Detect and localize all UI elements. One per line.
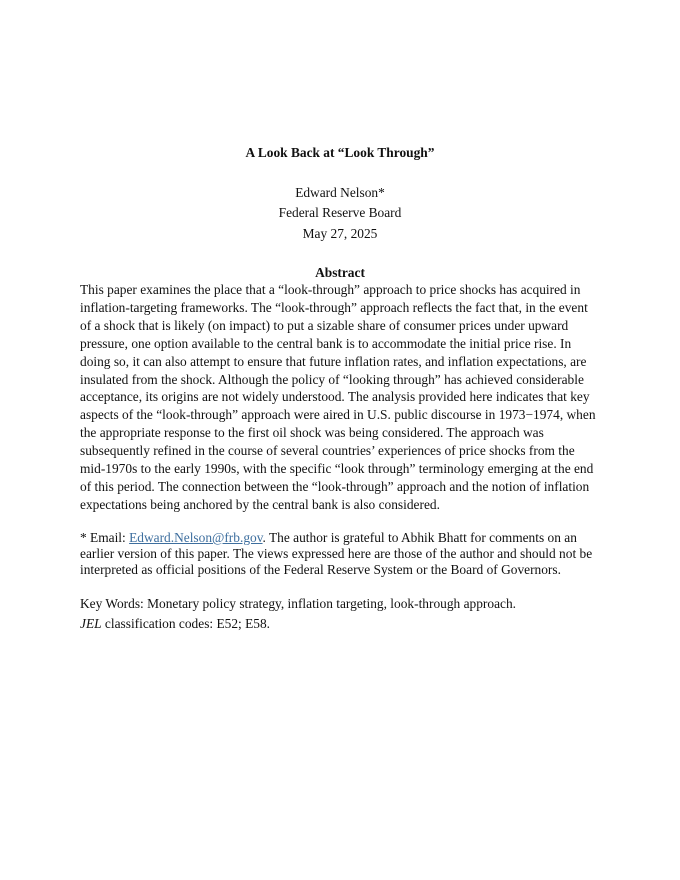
- abstract-line: pressure, one option available to the central bank is to accommodate the initial price rise. In: [80, 335, 572, 351]
- abstract-line: the appropriate response to the first oil shock was being considered. The approach was: [80, 425, 544, 441]
- paper-title: A Look Back at “Look Through”: [245, 145, 435, 160]
- abstract-line: of a shock that is likely (on impact) to put a sizable share of consumer prices under upward: [80, 317, 569, 333]
- abstract-line: mid-1970s to the early 1990s, with the specific “look through” terminology emerging at the end: [80, 461, 594, 477]
- jel-codes: classification codes: E52; E58.: [101, 616, 271, 632]
- abstract-line: expectations being anchored by the central bank is also considered.: [80, 496, 440, 512]
- abstract-line: acceptance, its origins are not widely understood. The analysis provided here indicates that key: [80, 389, 590, 405]
- keywords-line: Key Words: Monetary policy strategy, inflation targeting, look-through approach.: [80, 596, 516, 611]
- author-name: Edward Nelson*: [295, 185, 385, 200]
- footnote-line: [80, 530, 620, 546]
- abstract-line: subsequently refined in the course of several countries’ experiences of price shocks from the: [80, 443, 575, 459]
- paper-date: May 27, 2025: [302, 225, 378, 241]
- footnote-line: interpreted as official positions of the Federal Reserve System or the Board of Governors.: [80, 562, 561, 577]
- abstract-line: doing so, it can also attempt to ensure that future inflation rates, and inflation expectations, are: [80, 353, 587, 369]
- abstract-heading: Abstract: [315, 265, 365, 280]
- author-footnote: [80, 530, 620, 578]
- abstract-line: aspects of the “look-through” approach were aired in U.S. public discourse in 1973−1974, when: [80, 407, 596, 423]
- footnote-line: earlier version of this paper. The views expressed here are those of the author and should not be: [80, 546, 593, 561]
- abstract-line: of this period. The connection between the “look-through” approach and the notion of inflation: [80, 478, 590, 494]
- author-block: [0, 183, 680, 244]
- abstract-line: This paper examines the place that a “look-through” approach to price shocks has acquired in: [80, 282, 581, 297]
- author-email-link[interactable]: Edward.Nelson@frb.gov: [129, 530, 263, 545]
- keywords-block: [80, 594, 620, 635]
- abstract-line: inflation-targeting frameworks. The “look-through” approach reflects the fact that, in the event: [80, 299, 588, 315]
- author-affiliation: Federal Reserve Board: [278, 205, 402, 221]
- abstract-line: insulated from the shock. Although the policy of “looking through” has achieved considerable: [80, 371, 584, 387]
- footnote-line-rest: . The author is grateful to Abhik Bhatt for comments on an: [262, 530, 577, 545]
- abstract-body: [80, 281, 620, 514]
- jel-label: JEL: [80, 616, 102, 632]
- jel-codes-line: [80, 614, 620, 634]
- footnote-prefix: * Email:: [80, 530, 130, 545]
